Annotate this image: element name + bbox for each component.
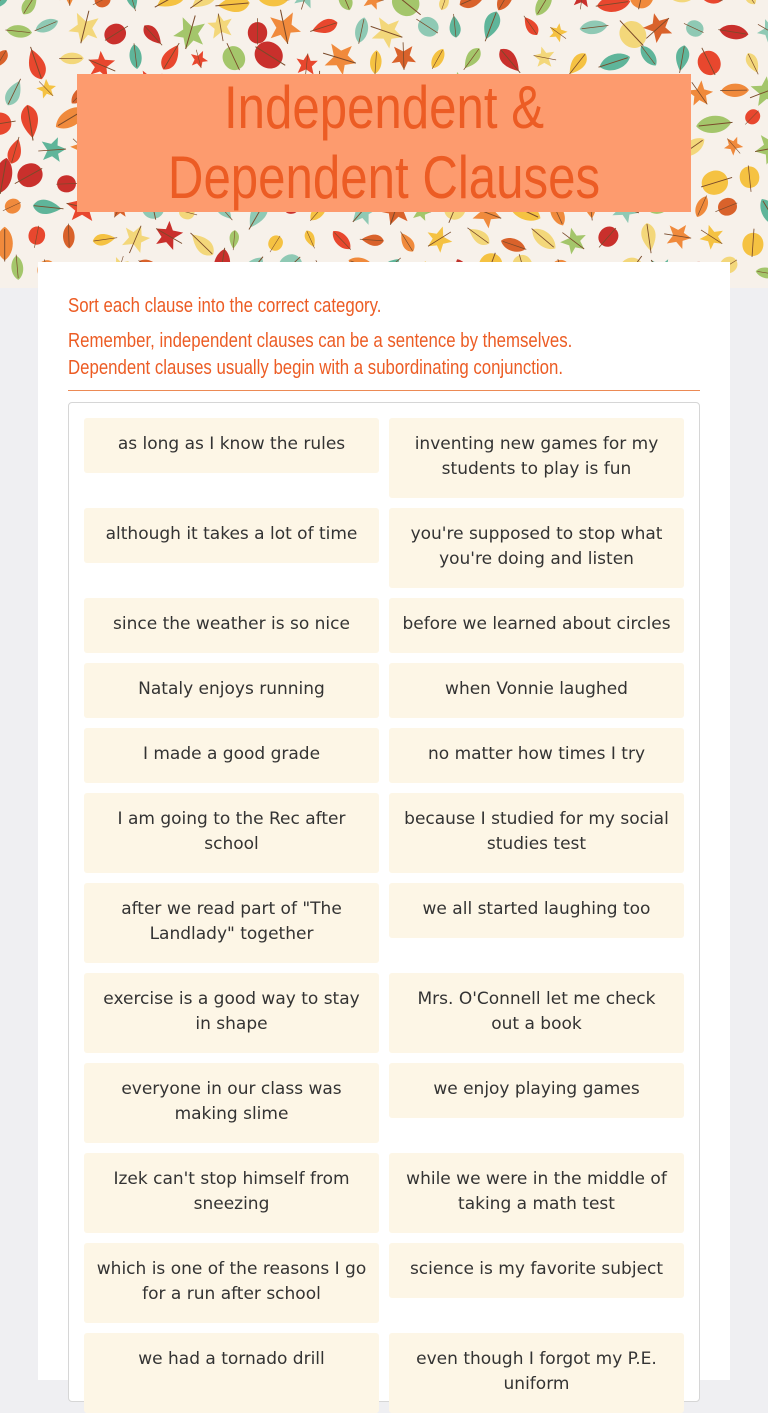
clause-chip[interactable]: after we read part of "The Landlady" together <box>84 883 379 963</box>
clause-chip[interactable]: I made a good grade <box>84 728 379 783</box>
instruction-independent: Remember, independent clauses can be a sentence by themselves. <box>68 328 572 354</box>
clause-chip[interactable]: before we learned about circles <box>389 598 684 653</box>
instruction-sort: Sort each clause into the correct category. <box>68 292 381 320</box>
clause-chip[interactable]: while we were in the middle of taking a math test <box>389 1153 684 1233</box>
clause-chip[interactable]: we enjoy playing games <box>389 1063 684 1118</box>
clause-chip[interactable]: inventing new games for my students to play is fun <box>389 418 684 498</box>
clause-chip[interactable]: everyone in our class was making slime <box>84 1063 379 1143</box>
clause-chip[interactable]: no matter how times I try <box>389 728 684 783</box>
clause-chip[interactable]: because I studied for my social studies test <box>389 793 684 873</box>
clause-chip[interactable]: we all started laughing too <box>389 883 684 938</box>
instruction-dependent: Dependent clauses usually begin with a subordinating conjunction. <box>68 355 563 381</box>
clause-chip[interactable]: I am going to the Rec after school <box>84 793 379 873</box>
page-title: Independent & Dependent Clauses <box>132 73 635 213</box>
clause-chip[interactable]: as long as I know the rules <box>84 418 379 473</box>
clause-chip[interactable]: you're supposed to stop what you're doing and listen <box>389 508 684 588</box>
clause-chip[interactable]: although it takes a lot of time <box>84 508 379 563</box>
clause-pool <box>68 402 700 1402</box>
clause-chip[interactable]: Mrs. O'Connell let me check out a book <box>389 973 684 1053</box>
title-box <box>77 74 691 212</box>
clause-chip[interactable]: Nataly enjoys running <box>84 663 379 718</box>
clause-chip[interactable]: science is my favorite subject <box>389 1243 684 1298</box>
leaf-banner <box>0 0 768 288</box>
clause-chip[interactable]: even though I forgot my P.E. uniform <box>389 1333 684 1413</box>
divider <box>68 390 700 391</box>
clause-chip[interactable]: which is one of the reasons I go for a run after school <box>84 1243 379 1323</box>
clause-chip[interactable]: when Vonnie laughed <box>389 663 684 718</box>
clause-chip[interactable]: since the weather is so nice <box>84 598 379 653</box>
clause-chip[interactable]: we had a tornado drill <box>84 1333 379 1413</box>
clause-chip[interactable]: exercise is a good way to stay in shape <box>84 973 379 1053</box>
clause-chip[interactable]: Izek can't stop himself from sneezing <box>84 1153 379 1233</box>
